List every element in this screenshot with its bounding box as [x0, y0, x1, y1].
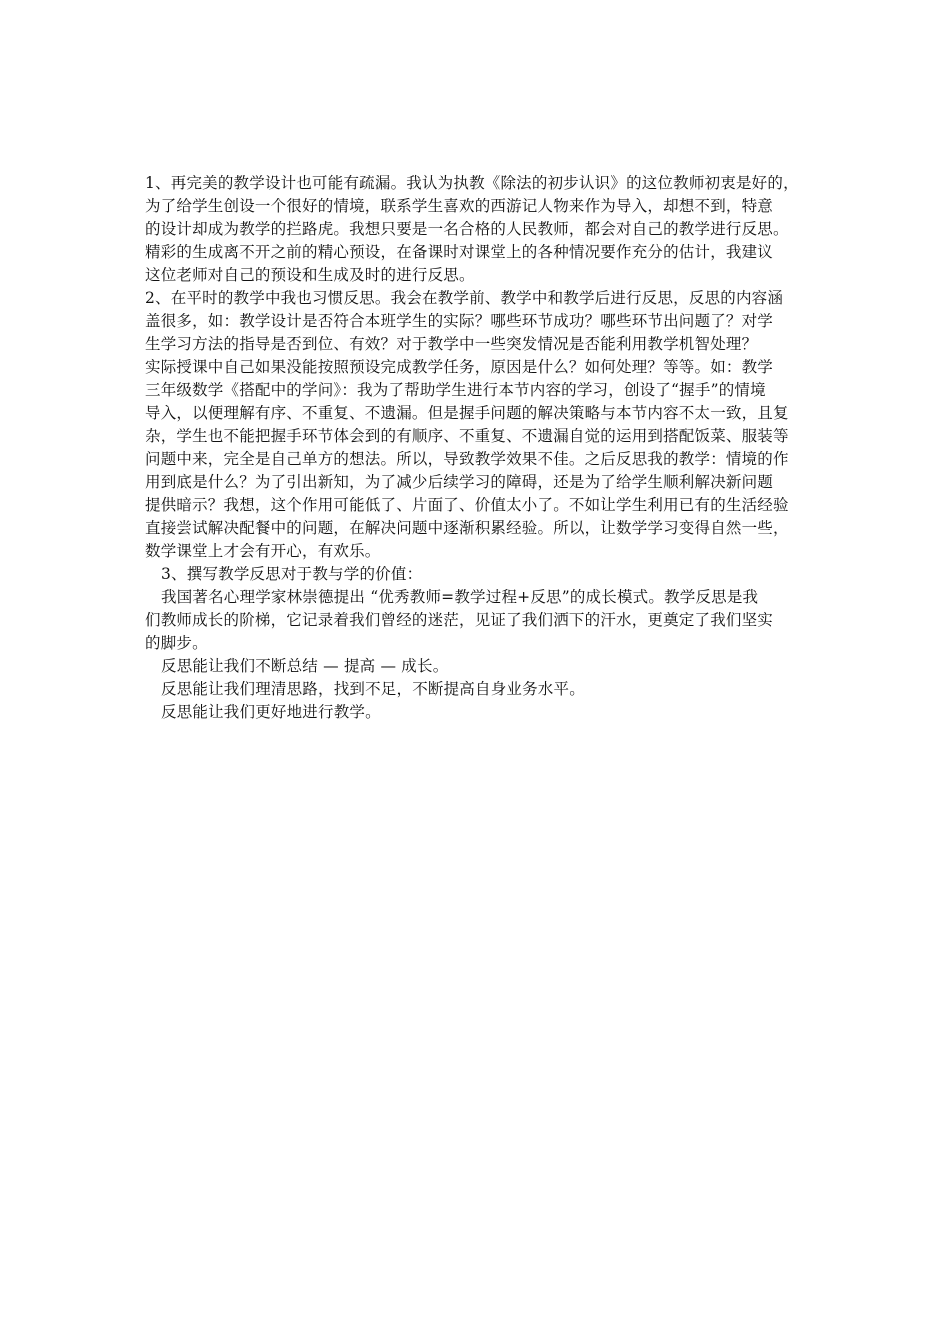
- text-line: 提供暗示？我想，这个作用可能低了、片面了、价值太小了。不如让学生利用已有的生活经验: [145, 496, 789, 514]
- text-line: 问题中来，完全是自己单方的想法。所以，导致教学效果不佳。之后反思我的教学：情境的作: [145, 450, 789, 468]
- text-line: 反思能让我们理清思路，找到不足，不断提高自身业务水平。: [161, 680, 585, 698]
- text-line: 数学课堂上才会有开心，有欢乐。: [145, 542, 381, 560]
- text-line: 们教师成长的阶梯，它记录着我们曾经的迷茫，见证了我们洒下的汗水，更奠定了我们坚实: [145, 611, 774, 629]
- text-line: 的脚步。: [145, 634, 208, 652]
- text-line: 反思能让我们不断总结 — 提高 — 成长。: [161, 657, 449, 675]
- text-line: 精彩的生成离不开之前的精心预设，在备课时对课堂上的各种情况要作充分的估计，我建议: [145, 243, 774, 261]
- text-line: 实际授课中自己如果没能按照预设完成教学任务，原因是什么？如何处理？等等。如：教学: [145, 358, 774, 376]
- text-line: 杂，学生也不能把握手环节体会到的有顺序、不重复、不遗漏自觉的运用到搭配饭菜、服装等: [145, 427, 789, 445]
- text-line: 盖很多，如：教学设计是否符合本班学生的实际？哪些环节成功？哪些环节出问题了？对学: [145, 312, 774, 330]
- paragraph-7: [145, 701, 825, 724]
- text-line: 1、再完美的教学设计也可能有疏漏。我认为执教《除法的初步认识》的这位教师初衷是好的，: [145, 174, 799, 192]
- text-line: 2、在平时的教学中我也习惯反思。我会在教学前、教学中和教学后进行反思，反思的内容涵: [145, 289, 784, 307]
- text-line: 生学习方法的指导是否到位、有效？对于教学中一些突发情况是否能利用教学机智处理？: [145, 335, 758, 353]
- text-line: 我国著名心理学家林崇德提出 “优秀教师=教学过程+反思”的成长模式。教学反思是我: [161, 588, 759, 606]
- paragraph-2: [145, 287, 825, 563]
- text-line: 导入，以便理解有序、不重复、不遗漏。但是握手问题的解决策略与本节内容不太一致，且复: [145, 404, 789, 422]
- section-heading: 3、撰写教学反思对于教与学的价值：: [161, 565, 423, 583]
- paragraph-6: [145, 678, 825, 701]
- text-line: 为了给学生创设一个很好的情境，联系学生喜欢的西游记人物来作为导入，却想不到，特意: [145, 197, 774, 215]
- paragraph-3: [145, 563, 825, 586]
- document-body: [145, 172, 825, 724]
- paragraph-4: [145, 586, 825, 655]
- text-line: 三年级数学《搭配中的学问》：我为了帮助学生进行本节内容的学习，创设了“握手”的情境: [145, 381, 766, 399]
- paragraph-5: [145, 655, 825, 678]
- paragraph-1: [145, 172, 825, 287]
- text-line: 用到底是什么？为了引出新知，为了减少后续学习的障碍，还是为了给学生顺利解决新问题: [145, 473, 774, 491]
- text-line: 这位老师对自己的预设和生成及时的进行反思。: [145, 266, 475, 284]
- text-line: 直接尝试解决配餐中的问题，在解决问题中逐渐积累经验。所以，让数学学习变得自然一些，: [145, 519, 789, 537]
- text-line: 反思能让我们更好地进行教学。: [161, 703, 381, 721]
- text-line: 的设计却成为教学的拦路虎。我想只要是一名合格的人民教师，都会对自己的教学进行反思。: [145, 220, 789, 238]
